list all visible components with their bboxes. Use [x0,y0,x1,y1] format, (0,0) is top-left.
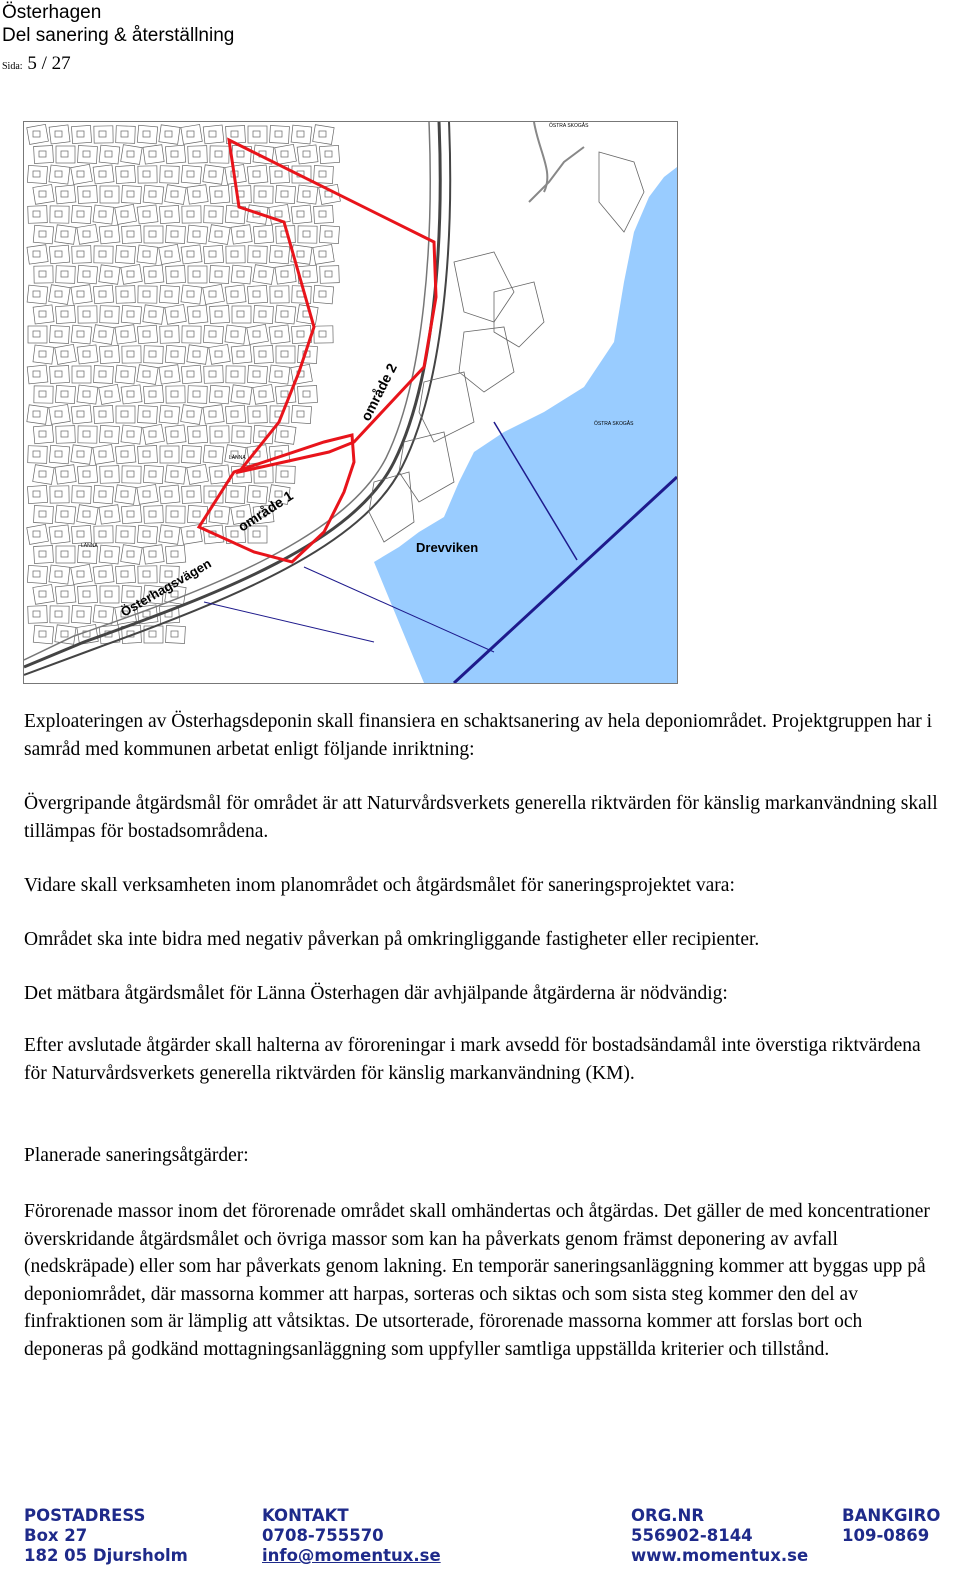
footer-text: 182 05 Djursholm [24,1546,188,1565]
paragraph-no-impact: Området ska inte bidra med negativ påverkan på omkringliggande fastigheter eller recipienter. [24,929,760,950]
map-label-area1: område 1 [234,487,296,535]
page-prefix: Sida: [2,61,23,72]
page-indicator [2,53,71,75]
heading-planned-measures: Planerade saneringsåtgärder: [24,1145,249,1166]
footer-bankgiro [842,1506,940,1546]
paragraph-after-measures: Efter avslutade åtgärder skall halterna av föroreningar i mark avsedd för bostadsändamål inte överstiga riktvärdena för Naturvårdsverkets generella riktvärden för känslig markanvändning (KM). [24,1035,921,1084]
paragraph-measurable-goal: Det mätbara åtgärdsmålet för Länna Österhagen där avhjälpande åtgärderna är nödvändig: [24,983,728,1004]
map-label-small-2: ÖSTRA SKOGÅS [594,421,634,427]
footer-text: Box 27 [24,1526,88,1545]
footer-heading: KONTAKT [262,1506,349,1525]
footer-text: 556902-8144 [631,1526,753,1545]
map-label-lake: Drevviken [416,540,479,555]
footer-postadress [24,1506,188,1566]
paragraph-overall-goal: Övergripande åtgärdsmål för området är att Naturvårdsverkets generella riktvärden för känslig markanvändning skall tillämpas för bostadsområdena. [24,793,938,842]
footer-kontakt [262,1506,441,1566]
footer-phone: 0708-755570 [262,1526,384,1545]
map-label-area2: område 2 [357,360,400,424]
footer [24,1506,954,1586]
map-label-small-3: LÄNNA [81,543,98,549]
road-curve [534,122,547,192]
footer-web-link[interactable]: www.momentux.se [631,1546,809,1565]
paragraph-exploitation: Exploateringen av Österhagsdeponin skall finansiera en schaktsanering av hela deponiområdet. Projektgruppen har i samråd med kommunen arbetat enligt följande inriktning: [24,711,933,760]
header-subtitle: Del sanering & återställning [2,25,235,46]
footer-heading: ORG.NR [631,1506,705,1525]
footer-heading: BANKGIRO [842,1506,941,1525]
paragraph-planned-measures: Förorenade massor inom det förorenade området skall omhändertas och åtgärdas. Det gäller de med koncentrationer överskridande åtgärdsmålet och övriga massor som kan ha påverkats genom främst deponering av avfall (nedskräpade) eller som har påverkats genom lakning. En temporär saneringsanläggning kommer att byggas upp på deponiområdet, där massorna kommer att harpas, sorteras och siktas och som sista steg kommer den del av finfraktionen som är lämplig att våtsiktas. De utsorterade, förorenade massorna kommer att forslas bort och deponeras på godkänd mottagningsanläggning som uppfyller samtliga uppställda kriterier och tillstånd. [24,1201,930,1360]
page-number: 5 / 27 [27,53,71,74]
site-map [23,121,678,684]
footer-heading: POSTADRESS [24,1506,146,1525]
map-label-small-1: ÖSTRA SKOGÅS [549,123,589,129]
header-company: Österhagen [2,2,102,23]
map-label-road: Österhagsvägen [118,555,214,620]
map-label-small-4: LÄNNA [229,455,246,461]
footer-email-link[interactable]: info@momentux.se [262,1546,441,1565]
footer-org [631,1506,808,1566]
paragraph-further: Vidare skall verksamheten inom planområdet och åtgärdsmålet för saneringsprojektet vara: [24,875,735,896]
footer-text: 109-0869 [842,1526,930,1545]
